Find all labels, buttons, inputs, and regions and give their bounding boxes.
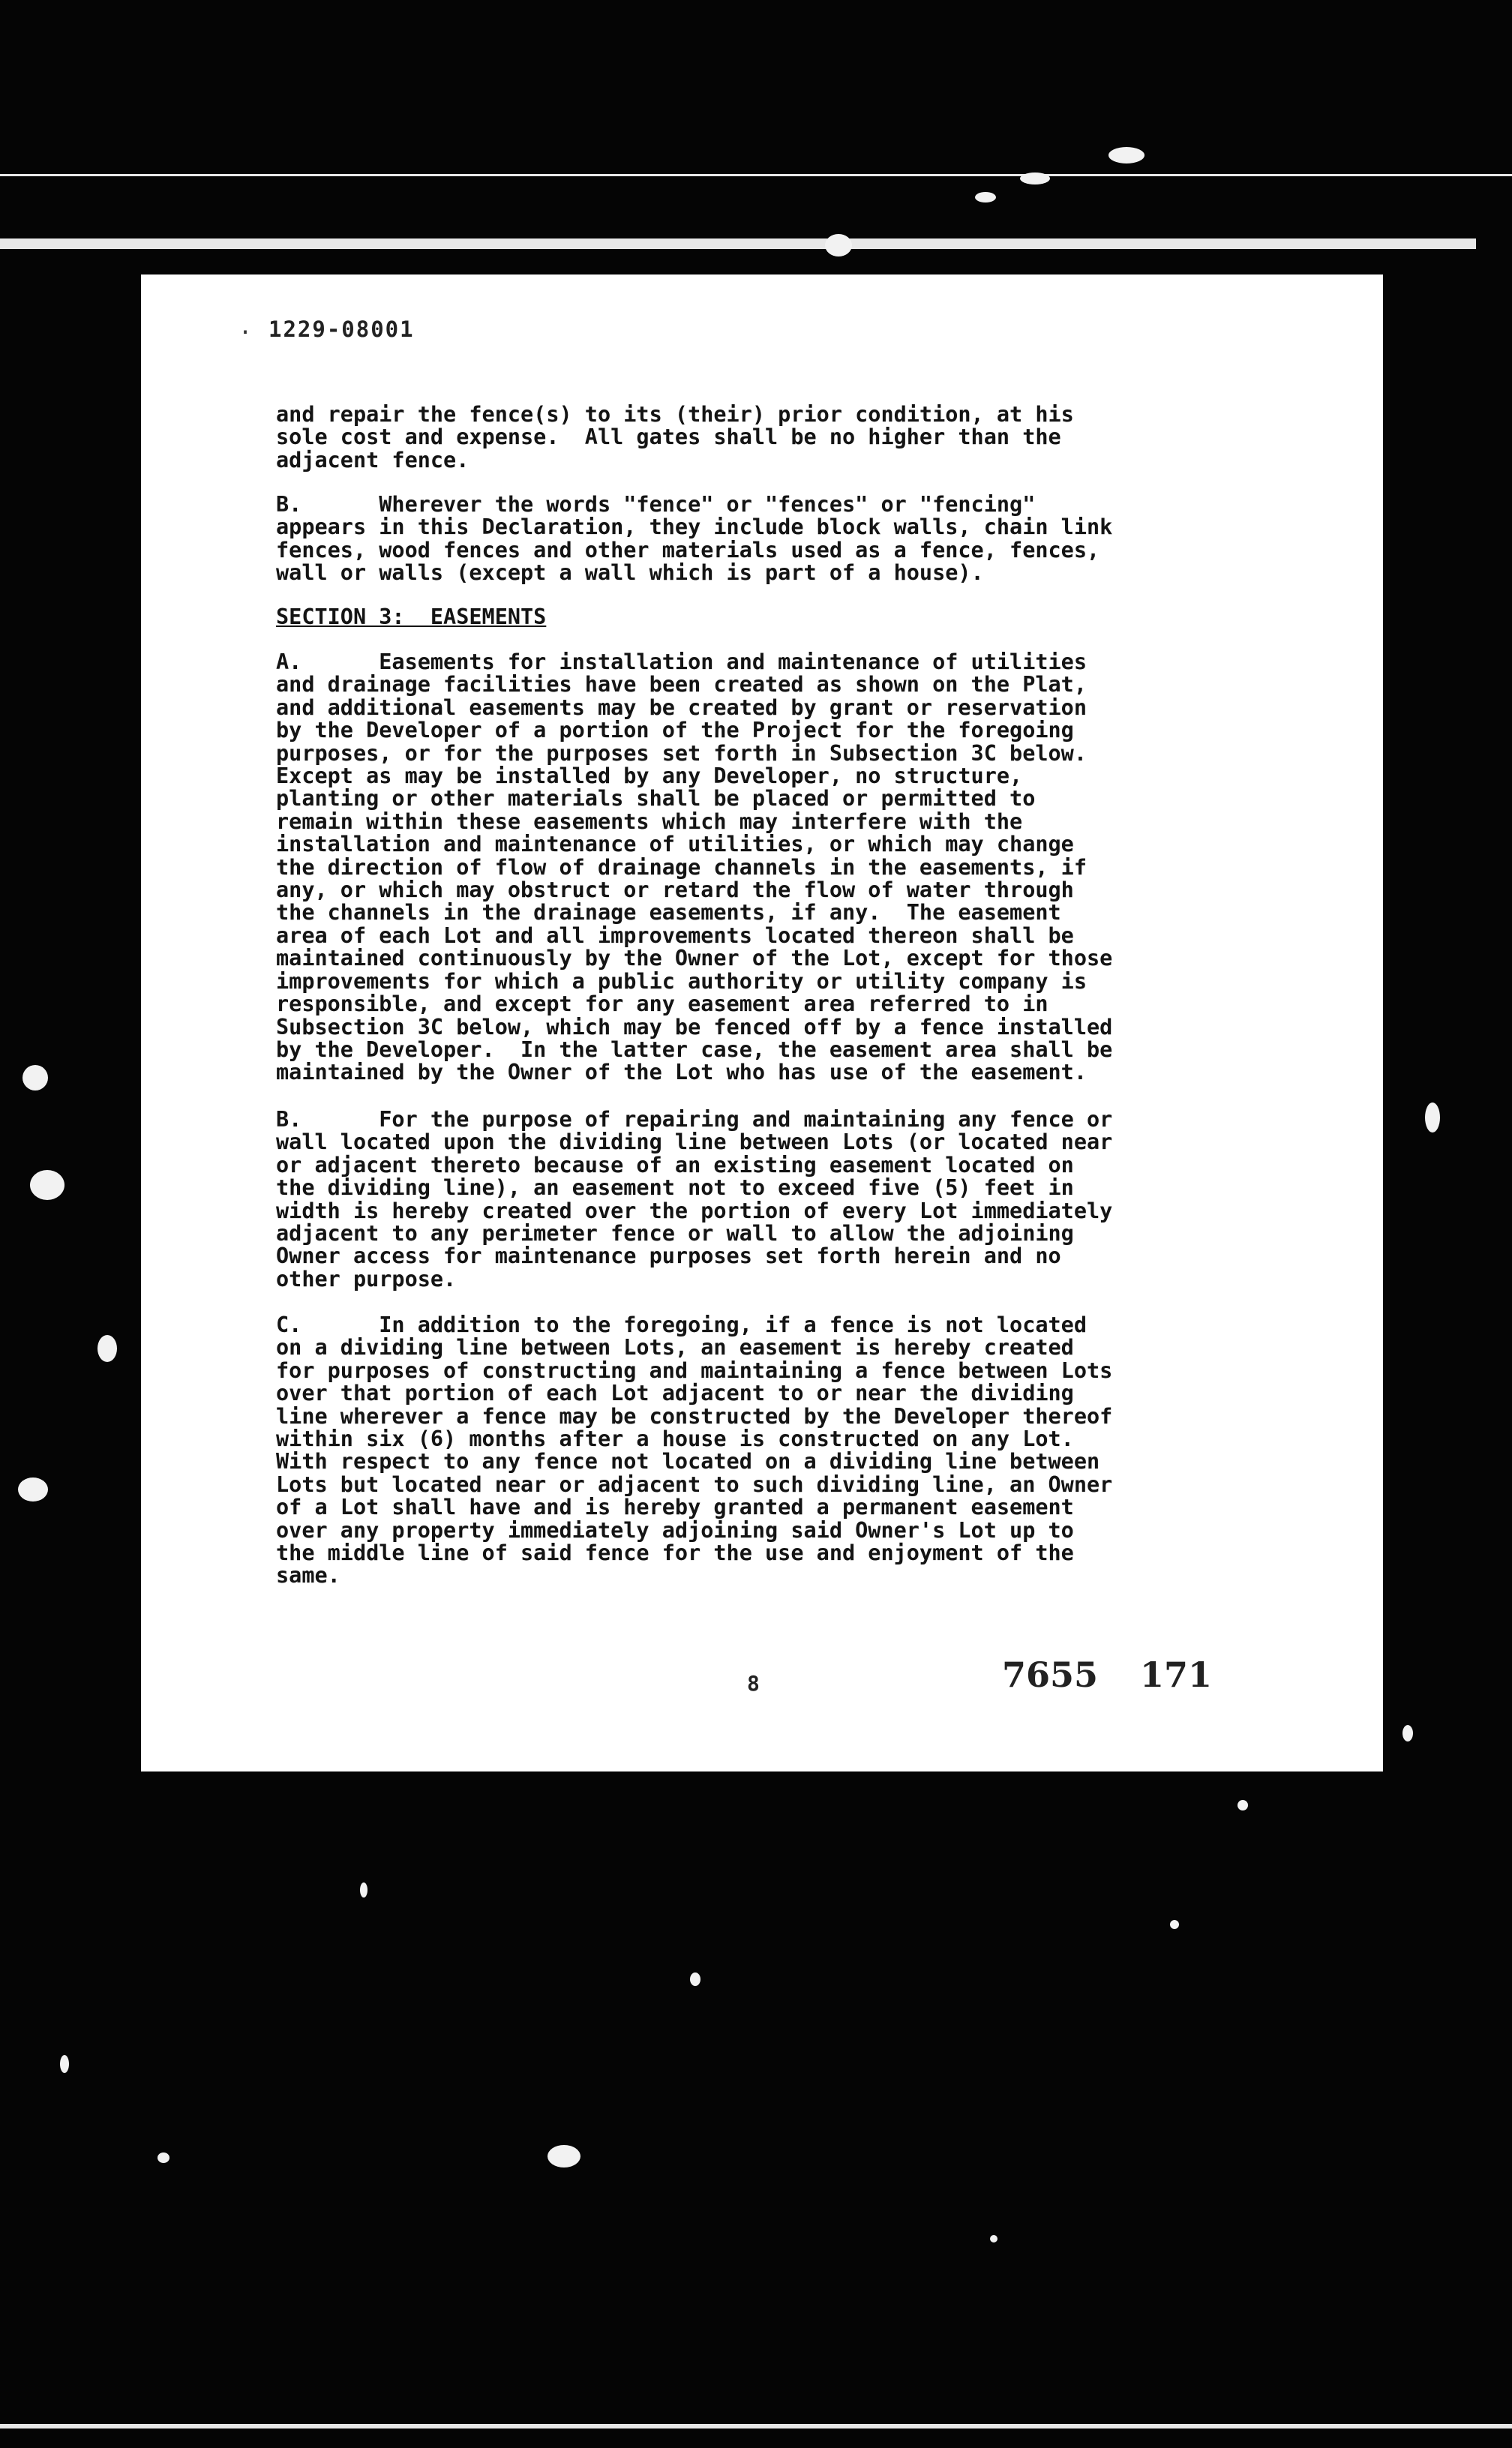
scan-speck — [158, 2152, 170, 2163]
paragraph-easements-a: A. Easements for installation and maintenance of utilities and drainage facilities have been created as shown on the Plat, and additional easements may be created by grant or reservation by the Developer of a portion of the Project for the foregoing purposes, or for the purposes set forth in Subsection 3C below. Except as may be installed by any Developer, no structure, planting or other materials shall be placed or permitted to remain within these easements which may interfere with the installation and maintenance of utilities, or which may change the direction of flow of drainage channels in the easements, if any, or which may obstruct or retard the flow of water through the channels in the drainage easements, if any. The easement area of each Lot and all improvements located thereon shall be maintained continuously by the Owner of the Lot, except for those improvements for which a public authority or utility company is responsible, and except for any easement area referred to in Subsection 3C below, which may be fenced off by a fence installed by the Developer. In the latter case, the easement area shall be maintained by the Owner of the Lot who has use of the easement. — [276, 650, 1113, 1085]
scan-speck — [60, 2055, 69, 2073]
book-page-reference: 7655 171 — [1002, 1654, 1213, 1695]
scan-speck — [990, 2235, 998, 2242]
document-id: 1229-08001 — [268, 316, 415, 342]
scan-speck — [1402, 1725, 1413, 1742]
scan-speck — [30, 1170, 64, 1200]
paragraph-easements-b: B. For the purpose of repairing and maintaining any fence or wall located upon the dividing line between Lots (or located near or adjacent thereto because of an existing easement located on the dividing line), an easement not to exceed five (5) feet in width is hereby created over the portion of every Lot immediately adjacent to any perimeter fence or wall to allow the adjoining Owner access for maintenance purposes set forth herein and no other purpose. — [276, 1107, 1113, 1292]
scan-speck — [975, 192, 996, 202]
scan-mark: . — [238, 314, 253, 340]
scan-speck — [1108, 147, 1144, 164]
document-page — [141, 274, 1383, 1772]
paragraph-fence-repair: and repair the fence(s) to its (their) prior condition, at his sole cost and expense. All gates shall be no higher than the adjacent fence. — [276, 402, 1074, 472]
scan-speck — [22, 1065, 48, 1090]
paragraph-easements-c: C. In addition to the foregoing, if a fence is not located on a dividing line between Lots, an easement is hereby created for purposes of constructing and maintaining a fence between Lots over that portion of each Lot adjacent to or near the dividing line wherever a fence may be constructed by the Developer thereof within six (6) months after a house is constructed on any Lot. With respect to any fence not located on a dividing line between Lots but located near or adjacent to such dividing line, an Owner of a Lot shall have and is hereby granted a permanent easement over any property immediately adjoining said Owner's Lot up to the middle line of said fence for the use and enjoyment of the same. — [276, 1312, 1113, 1588]
scan-speck — [98, 1335, 117, 1362]
scan-speck — [18, 1478, 48, 1502]
scan-speck — [825, 234, 852, 256]
scan-speck — [690, 1972, 700, 1986]
scan-speck — [1170, 1920, 1179, 1929]
page-number: 8 — [747, 1671, 760, 1696]
scan-speck — [548, 2145, 580, 2168]
scan-border-line — [0, 238, 1476, 249]
scan-speck — [1238, 1800, 1248, 1810]
scan-border-line — [0, 174, 1512, 176]
scan-speck — [360, 1882, 368, 1898]
scan-speck — [1020, 172, 1050, 184]
scan-speck — [1425, 1102, 1440, 1132]
section-heading: SECTION 3: EASEMENTS — [276, 604, 547, 629]
paragraph-fence-definition: B. Wherever the words "fence" or "fences" or "fencing" appears in this Declaration, they include block walls, chain link fences, wood fences and other materials used as a fence, fences, wall or walls (except a wall which is part of a house). — [276, 492, 1113, 586]
scan-border-line — [0, 2424, 1512, 2428]
